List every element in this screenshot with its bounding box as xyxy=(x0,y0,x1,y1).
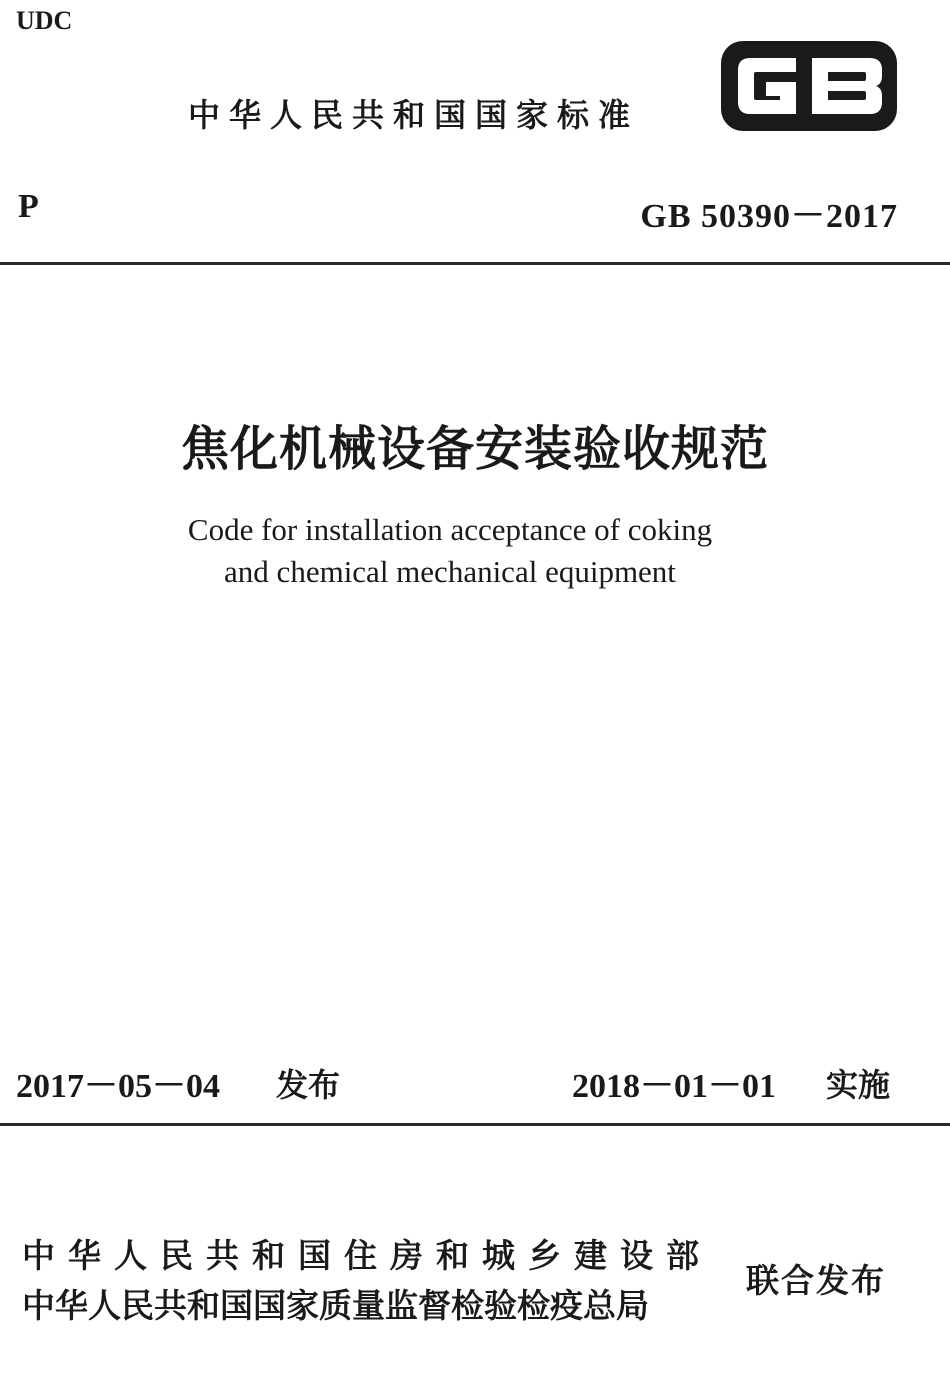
top-divider xyxy=(0,262,950,265)
chinese-title: 焦化机械设备安装验收规范 xyxy=(180,423,769,476)
implementation-label: 实施 xyxy=(826,1066,891,1104)
udc-label: UDC xyxy=(16,6,73,35)
national-standard-heading: 中华人民共和国国家标准 xyxy=(188,96,640,134)
issue-label: 发布 xyxy=(276,1066,341,1104)
english-title-line-2: and chemical mechanical equipment xyxy=(224,554,676,589)
english-title-line-1: Code for installation acceptance of coking xyxy=(187,512,713,547)
category-code: P xyxy=(18,188,39,225)
gb-logo xyxy=(720,40,898,132)
joint-release-label: 联合发布 xyxy=(746,1261,886,1300)
implementation-date: 2018－01－01 xyxy=(572,1068,776,1105)
standard-number: GB 50390－2017 xyxy=(640,198,898,235)
bottom-divider xyxy=(0,1123,950,1126)
issuer-ministry: 中华人民共和国住房和城乡建设部 xyxy=(22,1236,712,1275)
issuer-administration: 中华人民共和国国家质量监督检验检疫总局 xyxy=(22,1286,649,1325)
issue-date: 2017－05－04 xyxy=(16,1068,220,1105)
